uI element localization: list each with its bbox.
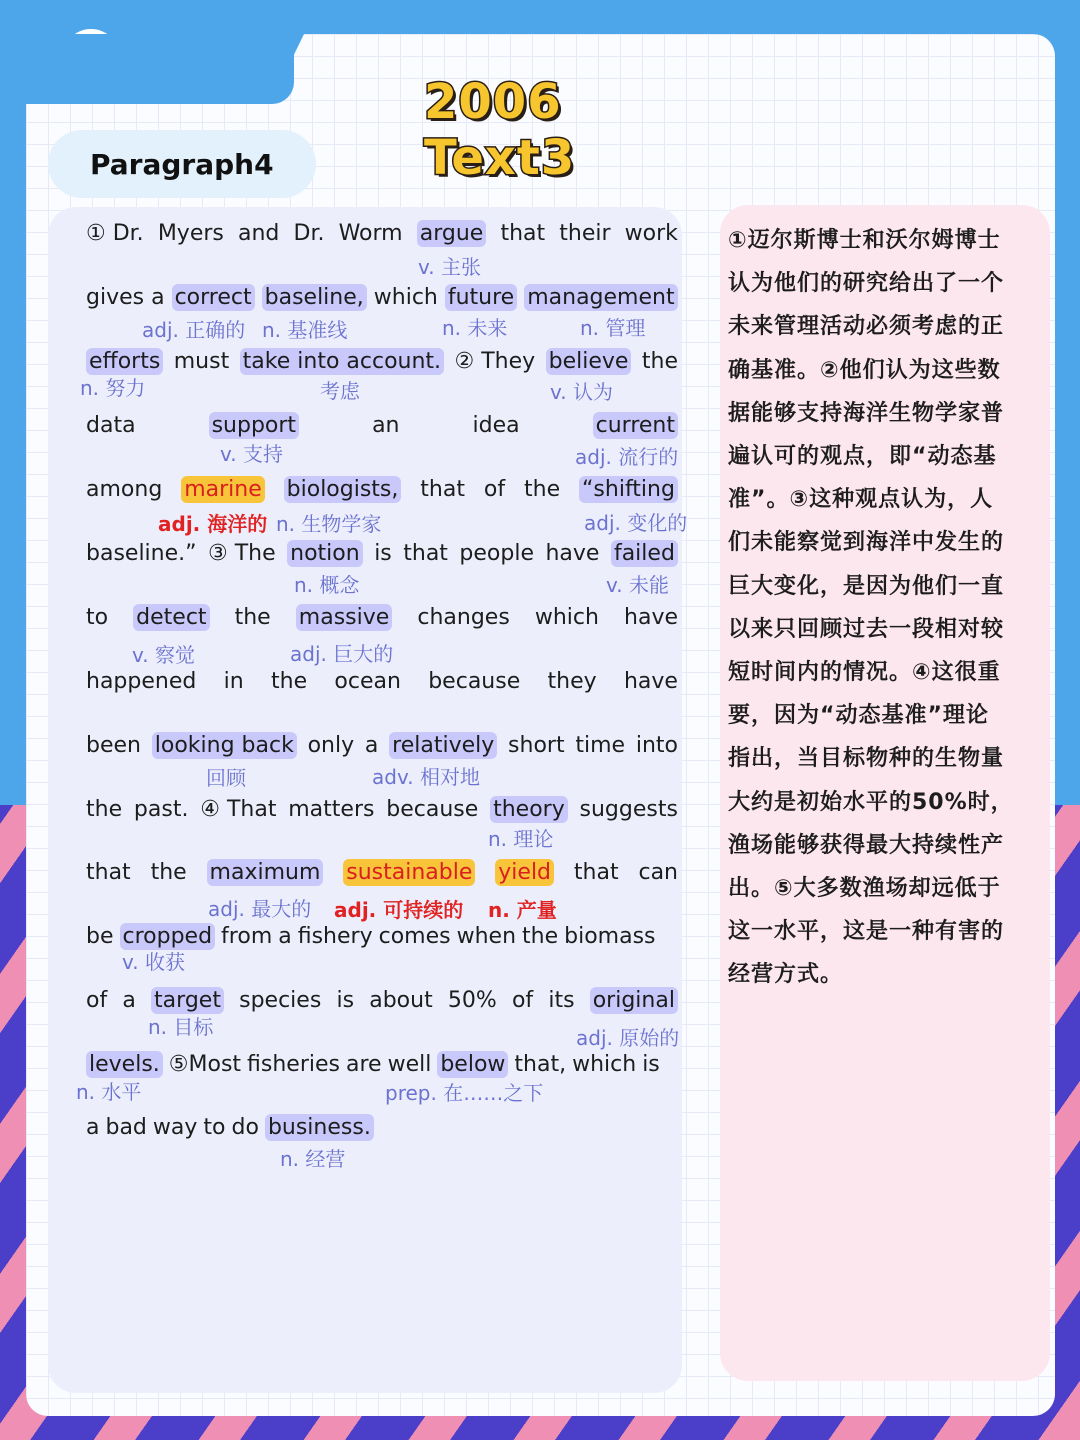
cn-line: 准”。③这种观点认为，人 (728, 487, 994, 513)
word: the (86, 796, 123, 822)
vocab-massive: massive (296, 604, 393, 631)
vocab-current: current (593, 412, 678, 439)
word: do (231, 1114, 259, 1140)
vocab-target: target (151, 987, 224, 1014)
word: ④ That (200, 796, 277, 822)
gloss-sustainable: adj. 可持续的 (334, 898, 464, 922)
vocab-biologists: biologists, (284, 476, 402, 503)
word: is (642, 1051, 660, 1077)
word: into (635, 732, 678, 758)
word: the (522, 923, 559, 949)
word: must (173, 348, 230, 374)
word: the (641, 348, 678, 374)
gloss-shifting: adj. 变化的 (584, 511, 688, 535)
vocab-correct: correct (172, 284, 255, 311)
vocab-sustainable: sustainable (343, 859, 475, 886)
word: Myers (157, 220, 224, 246)
word: Dr. (293, 220, 325, 246)
vocab-theory: theory (490, 796, 568, 823)
vocab-relatively: relatively (389, 732, 497, 759)
word: a (86, 1114, 100, 1140)
word: changes (417, 604, 510, 630)
en-line-13 (86, 984, 678, 1016)
gloss-original: adj. 原始的 (576, 1026, 680, 1050)
word: is (374, 540, 392, 566)
word: and (237, 220, 280, 246)
word: that (500, 220, 546, 246)
word: well (387, 1051, 432, 1077)
gloss-argue: v. 主张 (418, 255, 481, 279)
chinese-panel (720, 205, 1050, 1381)
page-title: 2006 Text3 (424, 74, 576, 186)
cn-line: 要，因为“动态基准”理论 (728, 703, 989, 729)
word: have (545, 540, 600, 566)
gloss-massive: adj. 巨大的 (290, 642, 394, 666)
word: of (511, 987, 534, 1013)
word: happened (86, 668, 197, 694)
vocab-failed: failed (611, 540, 678, 567)
gloss-believe: v. 认为 (550, 380, 613, 404)
vocab-cropped: cropped (120, 923, 216, 950)
gloss-take-into-account: 考虑 (320, 379, 360, 403)
cn-line: 指出，当目标物种的生物量 (728, 746, 1005, 772)
word: have (623, 668, 678, 694)
word: a (278, 923, 292, 949)
word: past. (133, 796, 189, 822)
vocab-detect: detect (133, 604, 209, 631)
gloss-future: n. 未来 (442, 316, 508, 340)
word: from (221, 923, 273, 949)
en-line-12 (86, 920, 678, 952)
word: a (122, 987, 136, 1013)
word: data (86, 412, 136, 438)
paragraph-label: Paragraph4 (48, 130, 316, 198)
word: that (420, 476, 465, 502)
word: which (572, 1051, 637, 1077)
vocab-yield: yield (495, 859, 554, 886)
word: have (624, 604, 678, 630)
cn-line: ①迈尔斯博士和沃尔姆博士 (728, 228, 1001, 253)
word: way (152, 1114, 198, 1140)
en-line-9 (86, 729, 678, 761)
word: fisheries (247, 1051, 340, 1077)
gloss-maximum: adj. 最大的 (208, 897, 312, 921)
word: short (508, 732, 565, 758)
vocab-business: business. (265, 1114, 374, 1141)
word: a (364, 732, 379, 758)
en-line-11 (86, 856, 678, 888)
gloss-detect: v. 察觉 (132, 643, 195, 667)
cn-line: 未来管理活动必须考虑的正 (728, 314, 1005, 340)
word: in (223, 668, 244, 694)
word: the (234, 604, 271, 630)
word: fishery (297, 923, 373, 949)
word: to (86, 604, 109, 630)
word: that (86, 859, 131, 885)
word: ③ The (208, 540, 276, 566)
gloss-baseline: n. 基准线 (262, 318, 348, 342)
gloss-support: v. 支持 (220, 442, 283, 466)
word: that (573, 859, 619, 885)
vocab-maximum: maximum (207, 859, 324, 886)
cn-line: 据能够支持海洋生物学家普 (728, 400, 1005, 426)
word: because (386, 796, 479, 822)
en-line-10 (86, 793, 678, 825)
word: time (575, 732, 626, 758)
gloss-business: n. 经营 (280, 1147, 346, 1171)
word: Worm (338, 220, 403, 246)
cn-line: 确基准。②他们认为这些数 (728, 357, 1001, 383)
word: matters (288, 796, 375, 822)
vocab-take-into-account: take into account. (240, 348, 444, 375)
vocab-baseline: baseline, (262, 284, 367, 311)
cn-line: 经营方式。 (728, 962, 844, 988)
en-line-15 (86, 1111, 678, 1143)
vocab-shifting: “shifting (579, 476, 678, 503)
cn-line: 们未能察觉到海洋中发生的 (728, 530, 1005, 556)
vocab-below: below (437, 1051, 508, 1078)
word: the (150, 859, 187, 885)
word: they (547, 668, 597, 694)
word: that, (514, 1051, 567, 1077)
word: ocean (334, 668, 401, 694)
card-tab-cutout (26, 34, 294, 104)
word: its (548, 987, 575, 1013)
gloss-current: adj. 流行的 (575, 445, 679, 469)
cn-line: 认为他们的研究给出了一个 (728, 271, 1005, 297)
gloss-relatively: adv. 相对地 (372, 765, 480, 789)
word: of (483, 476, 506, 502)
word: is (336, 987, 355, 1013)
vocab-levels: levels. (86, 1051, 163, 1078)
word: because (428, 668, 521, 694)
gloss-below: prep. 在……之下 (385, 1081, 544, 1105)
cn-line: 渔场能够获得最大持续性产 (728, 832, 1005, 858)
vocab-notion: notion (287, 540, 363, 567)
gloss-management: n. 管理 (580, 316, 646, 340)
word: about (369, 987, 433, 1013)
en-line-14 (86, 1048, 678, 1080)
word: ⑤Most (168, 1051, 242, 1077)
gloss-efforts: n. 努力 (80, 376, 146, 400)
word: which (373, 284, 438, 310)
gloss-yield: n. 产量 (488, 898, 557, 922)
word: bad (105, 1114, 147, 1140)
word: ② They (454, 348, 536, 374)
word: when (456, 923, 517, 949)
cn-line: 出。⑤大多数渔场却远低于 (728, 876, 1001, 902)
word: be (86, 923, 114, 949)
vocab-marine: marine (181, 476, 265, 503)
cn-line: 巨大变化，是因为他们一直 (728, 573, 1005, 599)
word: to (203, 1114, 226, 1140)
gloss-correct: adj. 正确的 (142, 318, 246, 342)
gloss-marine: adj. 海洋的 (158, 512, 268, 536)
chinese-translation (728, 219, 1040, 997)
word: comes (378, 923, 451, 949)
word: can (638, 859, 678, 885)
cn-line: 这一水平，这是一种有害的 (728, 919, 1005, 945)
en-line-3 (86, 345, 678, 377)
vocab-believe: believe (546, 348, 632, 375)
word: gives (86, 284, 145, 310)
word: idea (472, 412, 520, 438)
word: an (372, 412, 400, 438)
word: suggests (579, 796, 678, 822)
word: that (403, 540, 448, 566)
word: which (534, 604, 599, 630)
word: biomass (564, 923, 656, 949)
cn-line: 遍认可的观点，即“动态基 (728, 444, 997, 470)
en-line-4 (86, 409, 678, 441)
word: 50% (447, 987, 497, 1013)
gloss-looking-back: 回顾 (206, 766, 246, 790)
vocab-efforts: efforts (86, 348, 163, 375)
vocab-future: future (445, 284, 517, 311)
gloss-failed: v. 未能 (606, 573, 669, 597)
vocab-argue: argue (417, 220, 487, 247)
cn-line: 大约是初始水平的50%时， (728, 789, 1014, 815)
gloss-cropped: v. 收获 (122, 950, 185, 974)
cn-line: 以来只回顾过去一段相对较 (728, 616, 1005, 642)
en-line-6 (86, 537, 678, 569)
word: been (86, 732, 141, 758)
word: among (86, 476, 163, 502)
word: baseline.” (86, 540, 197, 566)
word: work (624, 220, 678, 246)
en-line-8 (86, 665, 678, 697)
word: the (271, 668, 308, 694)
gloss-notion: n. 概念 (294, 573, 360, 597)
word: ① Dr. (86, 220, 144, 246)
cn-line: 短时间内的情况。④这很重 (728, 660, 1001, 686)
vocab-looking-back: looking back (152, 732, 297, 759)
word: are (346, 1051, 382, 1077)
gloss-levels: n. 水平 (76, 1080, 142, 1104)
vocab-management: management (524, 284, 677, 311)
vocab-support: support (209, 412, 299, 439)
word: only (307, 732, 355, 758)
en-line-7 (86, 601, 678, 633)
gloss-biologists: n. 生物学家 (276, 512, 382, 536)
word: of (86, 987, 108, 1013)
vocab-original: original (590, 987, 678, 1014)
word: species (239, 987, 322, 1013)
gloss-target: n. 目标 (148, 1015, 214, 1039)
gloss-theory: n. 理论 (488, 827, 554, 851)
en-line-5 (86, 473, 678, 505)
en-line-1 (86, 217, 678, 249)
word: their (559, 220, 611, 246)
card-tab-slope (270, 34, 304, 104)
word: the (524, 476, 561, 502)
en-line-2 (86, 281, 678, 313)
word: a (151, 284, 165, 310)
word: people (459, 540, 534, 566)
